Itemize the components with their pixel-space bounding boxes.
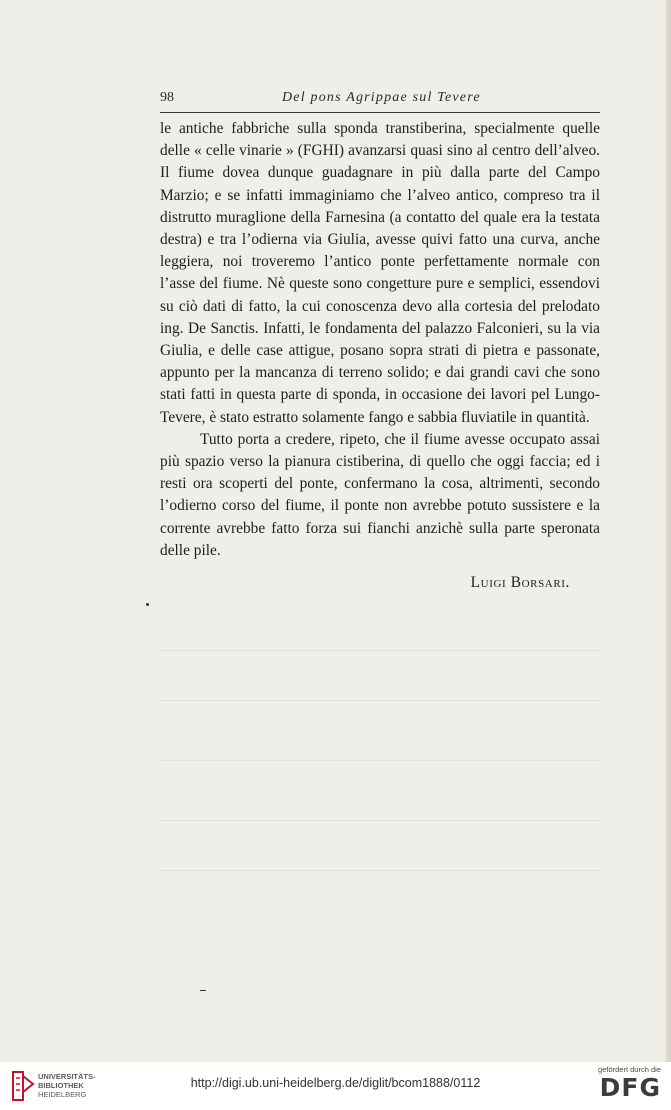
bleed-through-line: [160, 650, 600, 651]
digitization-footer: [0, 1062, 671, 1110]
paragraph: Tutto porta a credere, ripeto, che il fiume avesse occupato assai più spazio verso la pianura cistiberina, di quello che oggi faccia; ed i resti ora scoperti del ponte, confermano la cosa, altrimenti, secondo l’odierno corso del fiume, il ponte non avrebbe potuto sussistere e la corrente avrebbe fatto forza sui fianchi anzichè sulla parte speronata delle pile.: [160, 430, 600, 559]
library-name-line: HEIDELBERG: [38, 1090, 87, 1099]
dfg-logo: DFG: [599, 1073, 661, 1102]
text-block: [160, 118, 600, 594]
library-name-line: UNIVERSITÄTS-: [38, 1072, 96, 1081]
bleed-through-line: [160, 820, 600, 821]
running-head: [160, 90, 600, 110]
bleed-through-line: [160, 700, 600, 701]
source-url-link[interactable]: http://digi.ub.uni-heidelberg.de/diglit/bcom1888/0112: [190, 1076, 481, 1090]
margin-mark: [200, 990, 206, 991]
paragraph: le antiche fabbriche sulla sponda transtiberina, specialmente quelle delle « celle vinarie » (FGHI) avanzarsi quasi sino al centro dell’alveo. Il fiume dovea dunque guadagnare in più dalla parte del Campo Marzio; e se infatti immaginiamo che l’alveo antico, compreso tra il distrutto muraglione della Farnesina (a contatto del quale era la testata destra) e tra l’odierna via Giulia, avesse quivi fatto una curva, anche leggiera, noi troveremo l’antico ponte perfettamente normale con l’asse del fiume. Nè queste sono congetture pure e semplici, essendovi su ciò dati di fatto, la cui conoscenza devo alla cortesia del prelodato ing. De Sanctis. Infatti, le fondamenta del palazzo Falconieri, su la via Giulia, e delle case attigue, posano sopra strati di pietra e passonate, appunto per la mancanza di terreno solido; e dai grandi cavi che sono stati fatti in questa parte di sponda, in occasione dei lavori pel Lungo-Tevere, è stato estratto solamente fango e sabbia fluviatile in quantità.: [160, 120, 600, 426]
bleed-through-line: [160, 760, 600, 761]
library-name-line: BIBLIOTHEK: [38, 1081, 84, 1090]
page-number: 98: [160, 90, 174, 105]
author-signature: Luigi Borsari.: [470, 574, 570, 592]
header-rule: [160, 112, 600, 113]
margin-mark: [146, 603, 149, 606]
funding-credit: [598, 1065, 661, 1102]
running-title: Del pons Agrippae sul Tevere: [282, 90, 481, 105]
funded-by-text: gefördert durch die: [598, 1065, 661, 1074]
bleed-through-line: [160, 870, 600, 871]
page-edge-shadow: [665, 0, 671, 1062]
